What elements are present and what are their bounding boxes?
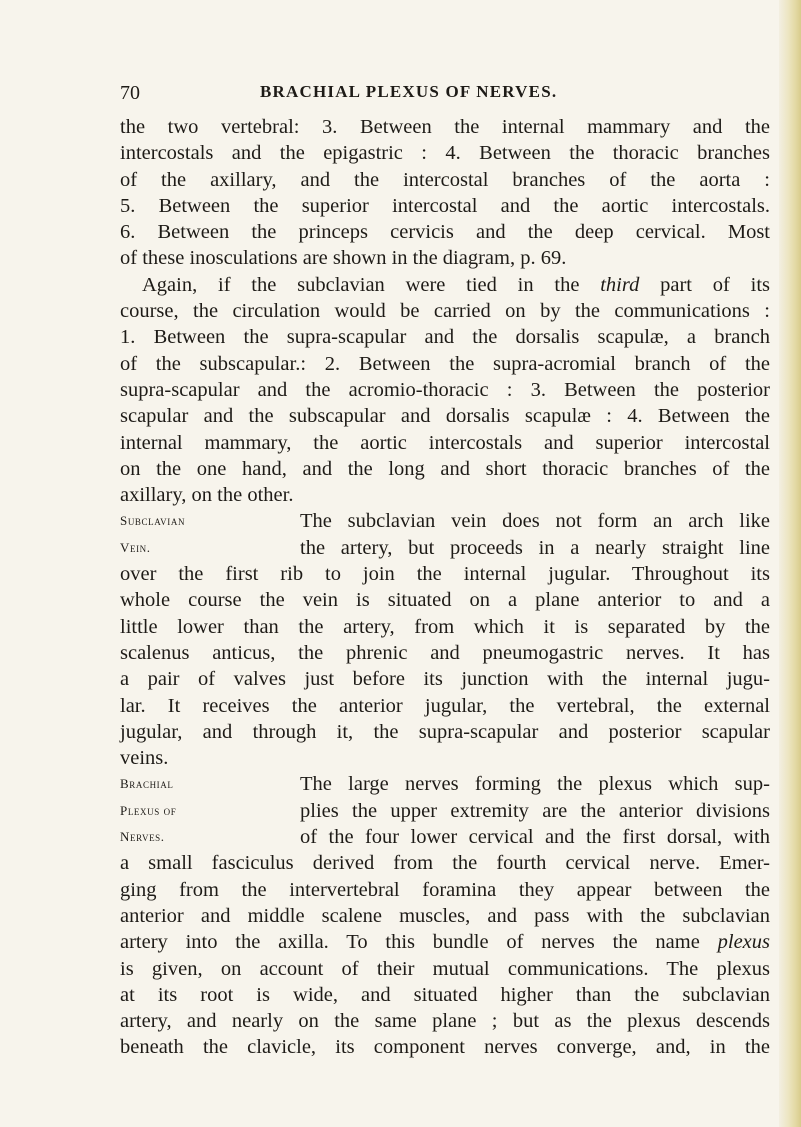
- text-line: course, the circulation would be carried on by the communications :: [120, 300, 770, 323]
- text-line: over the first rib to join the internal jugular. Throughout its: [120, 563, 770, 586]
- sidenote-line: Brachial: [120, 776, 174, 792]
- text-line: at its root is wide, and situated higher than the subclavian: [120, 983, 770, 1006]
- text-line: 1. Between the supra-scapular and the dorsalis scapulæ, a branch: [120, 326, 770, 349]
- text-line: scapular and the subscapular and dorsalis scapulæ : 4. Between the: [120, 405, 770, 428]
- text-line: artery, and nearly on the same plane ; but as the plexus descends: [120, 1010, 770, 1033]
- sidenote-line: Vein.: [120, 539, 151, 555]
- emphasis-third: third: [600, 273, 640, 296]
- section-head-lines: [300, 771, 770, 850]
- sidenote-line: Subclavian: [120, 513, 186, 529]
- text-span: artery into the axilla. To this bundle of nerves the name: [120, 931, 718, 954]
- text-line: on the one hand, and the long and short thoracic branches of the: [120, 457, 770, 480]
- text-line: a small fasciculus derived from the fourth cervical nerve. Emer-: [120, 852, 770, 875]
- text-line: little lower than the artery, from which it is separated by the: [120, 615, 770, 638]
- text-line: of the four lower cervical and the first dorsal, with: [300, 826, 770, 849]
- text-line: internal mammary, the aortic intercostals and superior intercostal: [120, 431, 770, 454]
- text-line: beneath the clavicle, its component nerves converge, and, in the: [120, 1036, 770, 1059]
- text-line: scalenus anticus, the phrenic and pneumogastric nerves. It has: [120, 641, 770, 664]
- text-line: 6. Between the princeps cervicis and the deep cervical. Most: [120, 221, 770, 244]
- paragraph-2: [120, 272, 770, 509]
- text-line: the artery, but proceeds in a nearly straight line: [300, 536, 770, 559]
- emphasis-plexus: plexus: [717, 931, 770, 954]
- text-line: axillary, on the other.: [120, 484, 294, 507]
- text-span: part of its: [639, 273, 770, 296]
- text-line: jugular, and through it, the supra-scapular and posterior scapular: [120, 720, 770, 743]
- text-line: The large nerves forming the plexus which sup-: [300, 773, 770, 796]
- page-number: 70: [120, 82, 140, 104]
- text-line: lar. It receives the anterior jugular, the vertebral, the external: [120, 694, 770, 717]
- text-line: anterior and middle scalene muscles, and pass with the subclavian: [120, 904, 770, 927]
- text-line: of the axillary, and the intercostal branches of the aorta :: [120, 168, 770, 191]
- text-line: The subclavian vein does not form an arch like: [300, 510, 770, 533]
- text-line: is given, on account of their mutual communications. The plexus: [120, 957, 770, 980]
- text-line: ging from the intervertebral foramina they appear between the: [120, 878, 770, 901]
- paragraph-1: [120, 114, 770, 272]
- text-line: intercostals and the epigastric : 4. Between the thoracic branches: [120, 142, 770, 165]
- sidenote-brachial-plexus: [120, 771, 290, 850]
- body-text: [120, 114, 770, 1061]
- section-brachial-plexus: [120, 771, 770, 850]
- sidenote-line: Nerves.: [120, 829, 165, 845]
- running-head-title: BRACHIAL PLEXUS OF NERVES.: [260, 82, 558, 101]
- text-line: plies the upper extremity are the anterior divisions: [300, 799, 770, 822]
- text-line: of the subscapular.: 2. Between the supra-acromial branch of the: [120, 352, 770, 375]
- section-head-lines: [300, 508, 770, 561]
- text-span: Again, if the subclavian were tied in the: [142, 273, 601, 296]
- page-edge-shadow: [779, 0, 801, 1127]
- text-line: [120, 929, 770, 955]
- sidenote-line: Plexus of: [120, 802, 177, 818]
- text-line: supra-scapular and the acromio-thoracic : 3. Between the posterior: [120, 378, 770, 401]
- text-line: of these inosculations are shown in the diagram, p. 69.: [120, 247, 567, 270]
- text-line: the two vertebral: 3. Between the internal mammary and the: [120, 116, 770, 138]
- section-subclavian-vein: [120, 508, 770, 561]
- text-line: veins.: [120, 747, 169, 770]
- text-line: 5. Between the superior intercostal and the aortic intercostals.: [120, 194, 770, 217]
- text-line: [120, 272, 770, 298]
- sidenote-subclavian-vein: [120, 508, 290, 561]
- text-line: a pair of valves just before its junction with the internal jugu-: [120, 668, 770, 691]
- text-line: whole course the vein is situated on a plane anterior to and a: [120, 589, 770, 612]
